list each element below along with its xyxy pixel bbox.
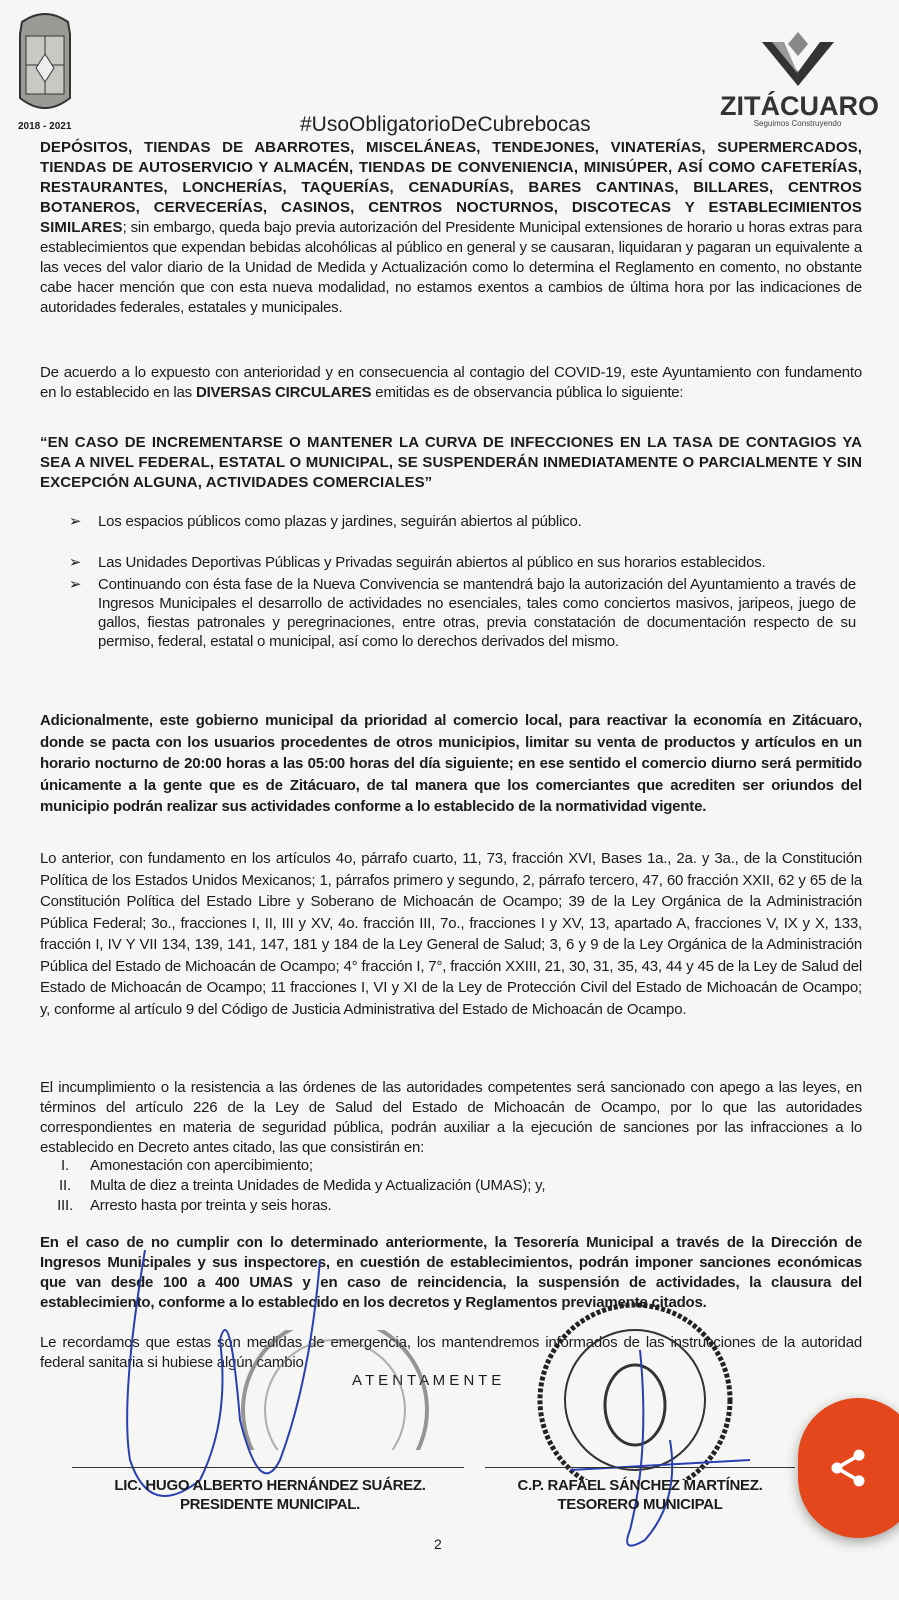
sanctions-list	[40, 1156, 862, 1216]
list-item	[66, 554, 856, 571]
signature-treasurer	[480, 1476, 800, 1514]
treasurer-signature-icon	[560, 1330, 760, 1550]
municipal-coat-of-arms	[14, 6, 78, 132]
paragraph-establishments	[40, 138, 862, 318]
signer-title: PRESIDENTE MUNICIPAL.	[179, 1496, 361, 1513]
logo-years: 2018 - 2021	[18, 121, 72, 132]
bullet-text: Los espacios públicos como plazas y jardines, seguirán abiertos al público.	[98, 513, 582, 530]
president-signature-icon	[110, 1220, 360, 1520]
list-item	[40, 1196, 862, 1216]
signature-line	[72, 1467, 464, 1468]
paragraph-reminder: Le recordamos que estas son medidas de emergencia, los mantendremos informados de las instrucciones de la autoridad federal sanitaria si hubiese algún cambio.	[40, 1334, 862, 1371]
paragraph-local-commerce: Adicionalmente, este gobierno municipal da prioridad al comercio local, para reactivar la economía en Zitácuaro, donde se pacta con los usuarios procedentes de otros municipios, limitar su venta de productos y artículos en un horario nocturno de 20:00 horas a las 05:00 horas del día siguiente; en ese sentido el comercio diurno será permitido únicamente a la gente que es de Zitácuaro, de tal manera que los comerciantes que acrediten ser oriundos del municipio podrán realizar sus actividades conforme a lo establecido de la normatividad vigente.	[40, 712, 862, 815]
list-item	[66, 512, 856, 532]
bullet-text: Continuando con ésta fase de la Nueva Convivencia se mantendrá bajo la autorización del Ayuntamiento a través de Ingresos Municipales el desarrollo de actividades no esenciales, tales como conciertos masivos, jaripeos, juego de gallos, fiestas patronales y peregrinaciones, entre otras, previa constatación de documentación respecto de su permiso, federal, estatal o municipal, así como lo derechos derivados del mismo.	[98, 576, 856, 650]
item-text: Multa de diez a treinta Unidades de Medida y Actualización (UMAS); y,	[90, 1177, 546, 1194]
logo-name: ZITÁCUARO	[720, 91, 879, 121]
item-number: III.	[57, 1197, 73, 1214]
signature-line	[485, 1467, 795, 1468]
paragraph-legal-basis: Lo anterior, con fundamento en los artículos 4o, párrafo cuarto, 11, 73, fracción XVI, Bases 1a., 2a. y 3a., de la Constitución Política de los Estados Unidos Mexicanos; 1, párrafos primero y segundo, 2, párrafo tercero, 47, 60 fracción XXII, 62 y 65 de la Constitución Política del Estado Libre y Soberano de Michoacán de Ocampo; 39 de la Ley Orgánica de la Administración Pública Federal; 3o., fracciones I, II, III y XV, 4o. fracción III, 7o., fracciones I y XV, 13, apartado A, fracciones V, IX y X, 133, fracción I, IV Y VII 134, 139, 141, 147, 181 y 184 de la Ley General de Salud; 3, 6 y 9 de la Ley Orgánica de la Administración Pública del Estado de Michoacán de Ocampo; 4° fracción I, 7°, fracción XXIII, 21, 30, 31, 35, 43, 44 y 45 de la Ley de Salud del Estado de Michoacán de Ocampo; 11 fracciones I, VI y XI de la Ley de Protección Civil del Estado de Michoacán de Ocampo; y, conforme al artículo 9 del Código de Justicia Administrativa del Estado de Michoacán de Ocampo.	[40, 850, 862, 1018]
signer-title: TESORERO MUNICIPAL	[557, 1496, 723, 1513]
bullet-text: Las Unidades Deportivas Públicas y Privadas seguirán abiertos al público en sus horarios establecidos.	[98, 554, 766, 571]
zitacuaro-logo	[705, 28, 890, 128]
hashtag: #UsoObligatorioDeCubrebocas	[300, 113, 591, 136]
zitacuaro-logo-icon	[758, 28, 838, 88]
signature-president	[60, 1476, 480, 1514]
item-number: II.	[59, 1177, 71, 1194]
paragraph-sanctions: El incumplimiento o la resistencia a las órdenes de las autoridades competentes será sancionado con apego a las leyes, en términos del artículo 226 de la Ley de Salud del Estado de Michoacán de Ocampo, por lo que las autoridades correspondientes en materia de seguridad pública, podrán auxiliar a la ejecución de sanciones por las infracciones a lo establecido en Decreto antes citado, las que consistirán en:	[40, 1079, 862, 1156]
circulares: DIVERSAS CIRCULARES	[195, 384, 372, 401]
list-item	[40, 1176, 862, 1196]
closing-atentamente: A T E N T A M E N T E	[352, 1372, 502, 1389]
list-item	[40, 1156, 862, 1176]
bullet-list	[66, 512, 856, 651]
item-text: Amonestación con apercibimiento;	[90, 1157, 313, 1174]
item-text: Arresto hasta por treinta y seis horas.	[90, 1197, 332, 1214]
share-button[interactable]	[798, 1398, 899, 1538]
signer-name: C.P. RAFAEL SÁNCHEZ MARTÍNEZ.	[517, 1477, 763, 1494]
establishments-text: ; sin embargo, queda bajo previa autorización del Presidente Municipal extensiones de horario u horas extras para establecimientos que expendan bebidas alcohólicas al público en general y se causaran, liquidaran y pagaran un equivalente a las veces del valor diario de la Unidad de Medida y Actualización como lo determina el Reglamento en comento, no obstante cabe hacer mención que con esta nueva modalidad, no estamos exentos a cambios de última hora por las indicaciones de autoridades federales, estatales y municipales.	[40, 219, 862, 316]
paragraph-covid	[40, 363, 862, 403]
list-item	[66, 575, 856, 651]
covid-text-end: emitidas es de observancia pública lo siguiente:	[371, 384, 684, 401]
arrow-bullet-icon: ➢	[68, 576, 82, 593]
signer-name: LIC. HUGO ALBERTO HERNÁNDEZ SUÁREZ.	[114, 1477, 426, 1494]
item-number: I.	[61, 1157, 69, 1174]
logo-slogan: Seguimos Construyendo	[753, 119, 842, 128]
covid-text: De acuerdo a lo expuesto con anterioridad y en consecuencia al contagio del COVID-19, este Ayuntamiento con fundamento en lo establecido en las	[40, 364, 862, 401]
share-icon	[826, 1446, 870, 1490]
arrow-bullet-icon: ➢	[68, 513, 82, 530]
establishments-list: DEPÓSITOS, TIENDAS DE ABARROTES, MISCELÁNEAS, TENDEJONES, VINATERÍAS, SUPERMERCADOS, TIENDAS DE AUTOSERVICIO Y ALMACÉN, TIENDAS DE CONVENIENCIA, MINISÚPER, ASÍ COMO CAFETERÍAS, RESTAURANTES, LONCHERÍAS, TAQUERÍAS, CENADURÍAS, BARES CANTINAS, BILLARES, CENTROS BOTANEROS, CERVECERÍAS, CASINOS, CENTROS NOCTURNOS, DISCOTECAS Y ESTABLECIMIENTOS SIMILARES	[40, 139, 862, 236]
coat-of-arms-icon	[14, 6, 76, 114]
quote-suspension: “EN CASO DE INCREMENTARSE O MANTENER LA CURVA DE INFECCIONES EN LA TASA DE CONTAGIOS YA SEA A NIVEL FEDERAL, ESTATAL O MUNICIPAL, SE SUSPENDERÁN INMEDIATAMENTE O PARCIALMENTE Y SIN EXCEPCIÓN ALGUNA, ACTIVIDADES COMERCIALES”	[40, 434, 862, 491]
arrow-bullet-icon: ➢	[68, 554, 82, 571]
page-number: 2	[434, 1536, 442, 1552]
paragraph-tesoreria: En el caso de no cumplir con lo determinado anteriormente, la Tesorería Municipal a través de la Dirección de Ingresos Municipales y sus inspectores, en cuestión de establecimientos, podrán imponer sanciones económicas que van desde 100 a 400 UMAS y en caso de reincidencia, la suspensión de actividades, la clausura del establecimiento, conforme a lo establecido en los decretos y Reglamentos previamente citados.	[40, 1234, 862, 1311]
